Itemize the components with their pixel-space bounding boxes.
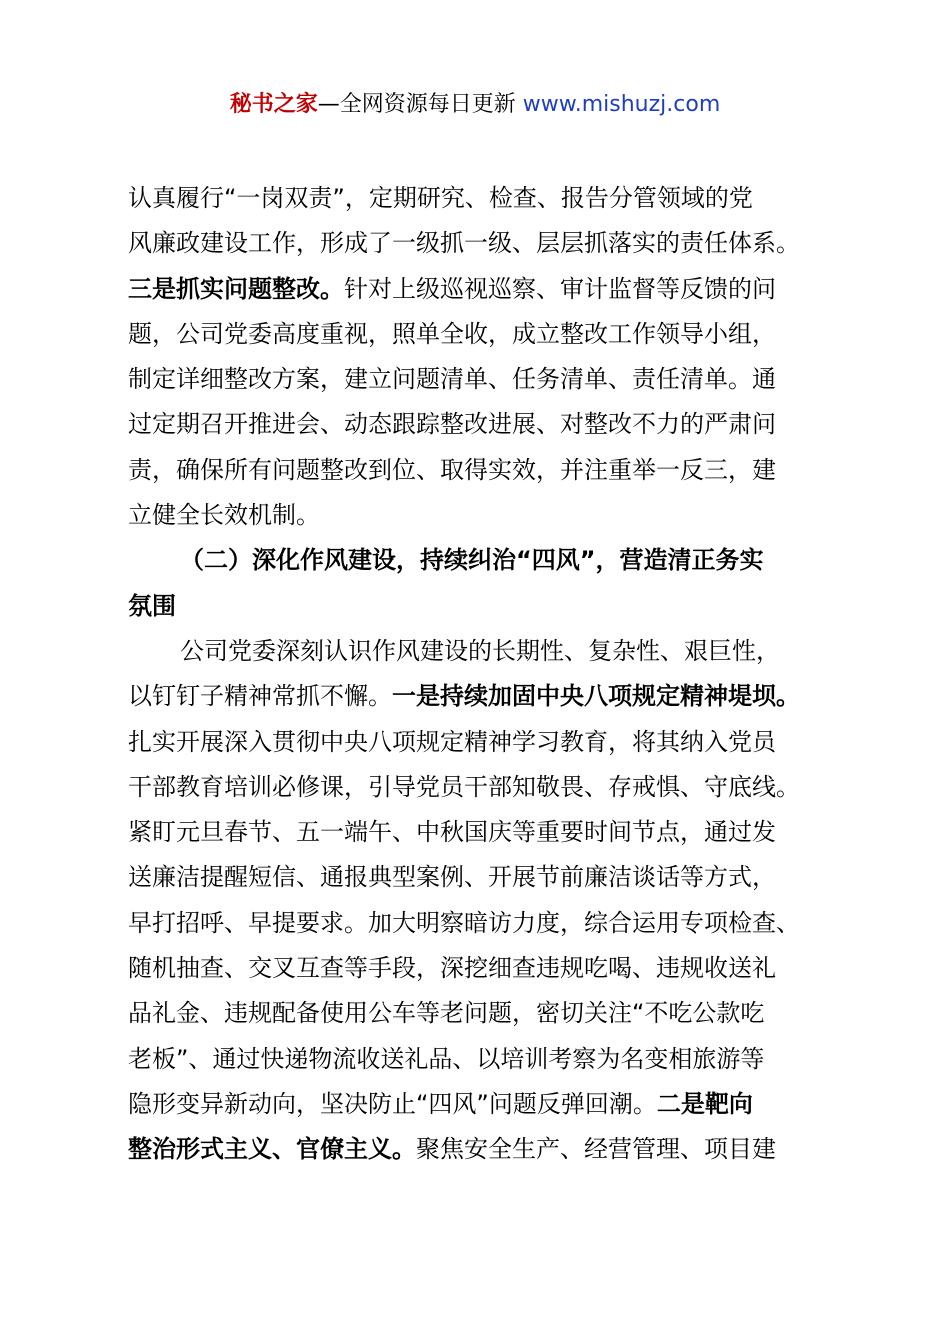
paragraph-line (128, 267, 838, 312)
text-segment: 聚焦安全生产、经营管理、项目建 (416, 1135, 776, 1164)
paragraph-line (128, 402, 838, 447)
paragraph-line (128, 810, 838, 855)
paragraph-line (128, 855, 838, 900)
bold-text-segment: 二是靶向 (656, 1089, 753, 1118)
document-body (128, 176, 838, 1173)
paragraph-line (128, 720, 838, 765)
paragraph-line (128, 629, 838, 674)
bold-text-segment: 一是持续加固中央八项规定精神堤坝。 (392, 682, 800, 711)
text-segment: 品礼金、违规配备使用公车等老问题，密切关注“不吃公款吃 (128, 999, 765, 1028)
text-segment: 早打招呼、早提要求。加大明察暗访力度，综合运用专项检查、 (128, 908, 800, 937)
brand-name: 秘书之家 (229, 92, 318, 117)
text-segment: 干部教育培训必修课，引导党员干部知敬畏、存戒惧、守底线。 (128, 772, 800, 801)
paragraph-line (128, 991, 838, 1036)
bold-text-segment: （二）深化作风建设，持续纠治“四风”，营造清正务实 (180, 546, 764, 575)
paragraph-line (128, 493, 838, 538)
paragraph-line (128, 312, 838, 357)
paragraph-line (128, 357, 838, 402)
text-segment: 紧盯元旦春节、五一端午、中秋国庆等重要时间节点，通过发 (128, 818, 776, 847)
text-segment: 过定期召开推进会、动态跟踪整改进展、对整改不力的严肃问 (128, 410, 776, 439)
paragraph-line (128, 1037, 838, 1082)
text-segment: 题，公司党委高度重视，照单全收，成立整改工作领导小组， (128, 319, 776, 348)
paragraph-line (128, 221, 838, 266)
bold-text-segment: 三是抓实问题整改。 (128, 274, 344, 303)
bold-text-segment: 氛围 (128, 591, 176, 620)
text-segment: 以钉钉子精神常抓不懈。 (128, 682, 392, 711)
text-segment: 公司党委深刻认识作风建设的长期性、复杂性、艰巨性， (180, 636, 780, 665)
text-segment: 认真履行“一岗双责”，定期研究、检查、报告分管领域的党 (128, 184, 753, 212)
paragraph-line (128, 901, 838, 946)
page-header (0, 88, 950, 122)
text-segment: 风廉政建设工作，形成了一级抓一级、层层抓落实的责任体系。 (128, 229, 800, 258)
text-segment: 立健全长效机制。 (128, 501, 320, 530)
header-slogan: —全网资源每日更新 (317, 92, 516, 117)
text-segment: 制定详细整改方案，建立问题清单、任务清单、责任清单。通 (128, 365, 776, 394)
text-segment: 送廉洁提醒短信、通报典型案例、开展节前廉洁谈话等方式， (128, 863, 776, 892)
section-heading-line (128, 538, 838, 583)
text-segment: 扎实开展深入贯彻中央八项规定精神学习教育，将其纳入党员 (128, 727, 776, 756)
paragraph-line (128, 1082, 838, 1127)
bold-text-segment: 整治形式主义、官僚主义。 (128, 1135, 416, 1164)
text-segment: 责，确保所有问题整改到位、取得实效，并注重举一反三，建 (128, 455, 776, 484)
paragraph-line (128, 674, 838, 719)
paragraph-line (128, 176, 838, 221)
header-url-link[interactable]: www.mishuzj.com (522, 92, 721, 117)
paragraph-line (128, 1127, 838, 1172)
text-segment: 随机抽查、交叉互查等手段，深挖细查违规吃喝、违规收送礼 (128, 954, 776, 983)
text-segment: 老板”、通过快递物流收送礼品、以培训考察为名变相旅游等 (128, 1044, 765, 1073)
text-segment: 针对上级巡视巡察、审计监督等反馈的问 (344, 274, 776, 303)
paragraph-line (128, 765, 838, 810)
text-segment: 隐形变异新动向，坚决防止“四风”问题反弹回潮。 (128, 1089, 657, 1118)
section-heading-line (128, 584, 838, 629)
paragraph-line (128, 946, 838, 991)
paragraph-line (128, 448, 838, 493)
